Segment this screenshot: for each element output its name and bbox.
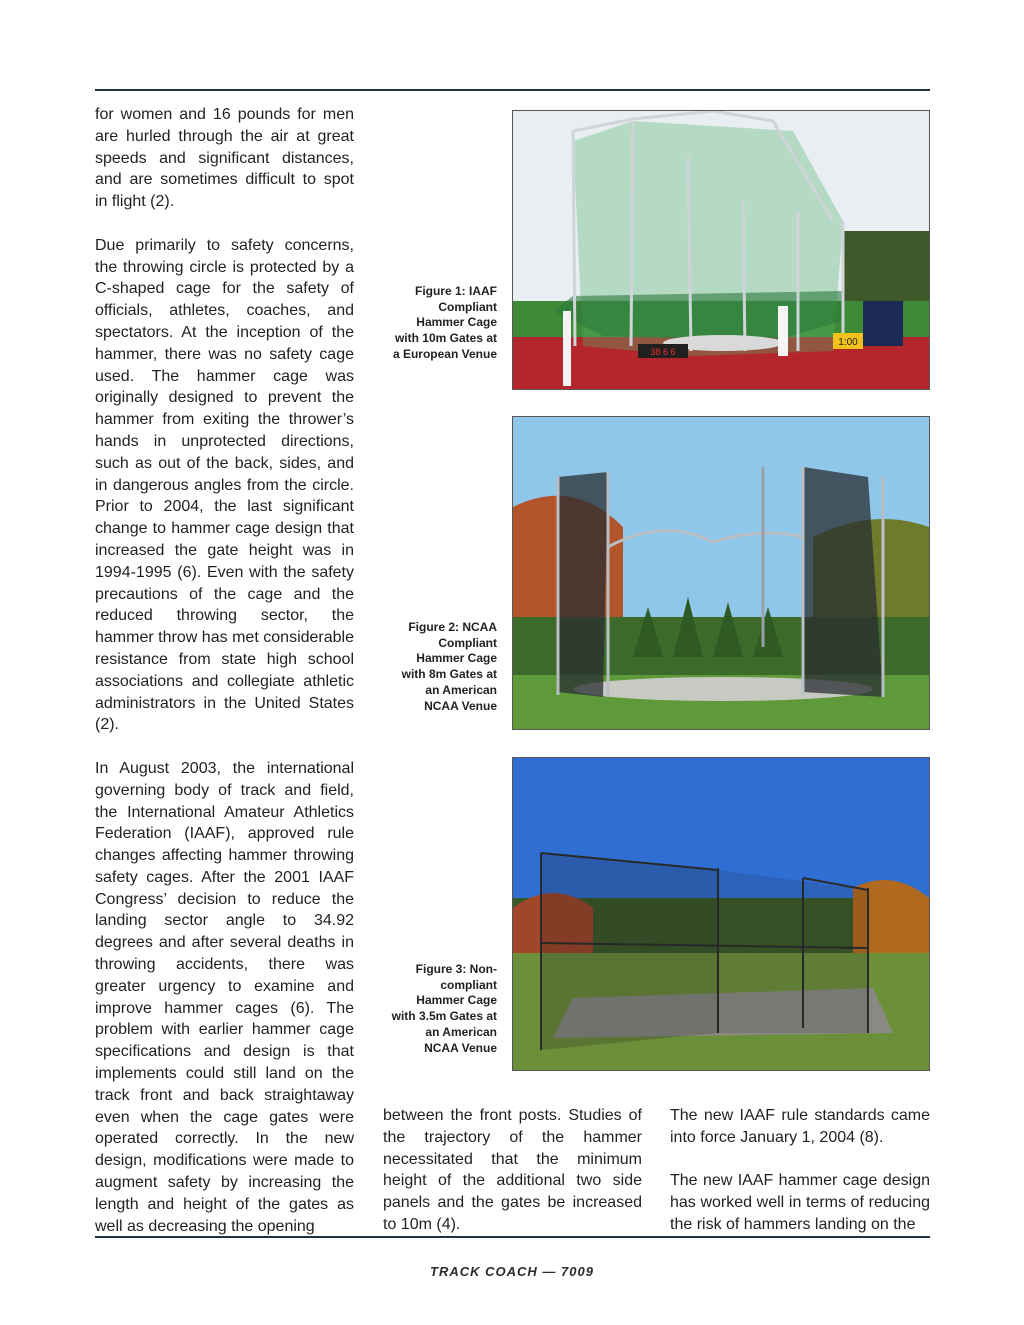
scoreboard-text: 1:00: [838, 337, 858, 348]
figure-2-photo: [512, 416, 930, 730]
article-column-middle: [383, 1105, 642, 1236]
figure-1-photo: [512, 110, 930, 390]
bottom-rule: [95, 1236, 930, 1238]
figure-3-photo: [512, 757, 930, 1071]
paragraph: In August 2003, the international governing body of track and field, the International Amateur Athletics Federation (IAAF), approved rule changes affecting hammer throwing safety cages. After the 2001 IAAF Congress’ decision to reduce the landing sector angle to 34.92 degrees and after several deaths in throwing accidents, there was greater urgency to examine and improve hammer cages (6). The problem with earlier hammer cage specifications and design is that implements could still land on the track front and back straightaway even when the cage gates were operated correctly. In the new design, modifications were made to augment safety by increasing the length and height of the gates as well as decreasing the opening: [95, 759, 354, 1235]
paragraph: for women and 16 pounds for men are hurled through the air at great speeds and significant distances, and are sometimes difficult to spot in flight (2).: [95, 106, 354, 211]
article-column-right: [670, 1105, 930, 1236]
figure-3-caption: Figure 3: Non-compliant Hammer Cage with 3.5m Gates at an American NCAA Venue: [391, 962, 497, 1055]
figure-2-caption: Figure 2: NCAA Compliant Hammer Cage with 8m Gates at an American NCAA Venue: [401, 620, 497, 713]
paragraph: The new IAAF hammer cage design has worked well in terms of reducing the risk of hammers landing on the: [670, 1172, 930, 1233]
article-column-left: [95, 104, 354, 1237]
page-footer: TRACK COACH — 7009: [430, 1264, 594, 1279]
paragraph: between the front posts. Studies of the trajectory of the hammer necessitated that the minimum height of the additional two side panels and the gates be increased to 10m (4).: [383, 1107, 642, 1233]
top-rule: [95, 89, 930, 91]
banner-text: 38 6 6: [650, 347, 676, 357]
figure-1-caption: Figure 1: IAAF Compliant Hammer Cage with 10m Gates at a European Venue: [392, 284, 497, 361]
paragraph: Due primarily to safety concerns, the throwing circle is protected by a C-shaped cage for the safety of officials, athletes, coaches, and spectators. At the inception of the hammer, there was no safety cage used. The hammer cage was originally designed to prevent the hammer from exiting the thrower’s hands in unprotected directions, such as out of the back, sides, and in dangerous angles from the circle. Prior to 2004, the last significant change to hammer cage design that increased the gate height was in 1994-1995 (6). Even with the safety precautions of the cage and the reduced throwing sector, the hammer throw has met considerable resistance from state high school associations and collegiate athletic administrators in the United States (2).: [95, 236, 354, 734]
paragraph: The new IAAF rule standards came into force January 1, 2004 (8).: [670, 1107, 930, 1146]
